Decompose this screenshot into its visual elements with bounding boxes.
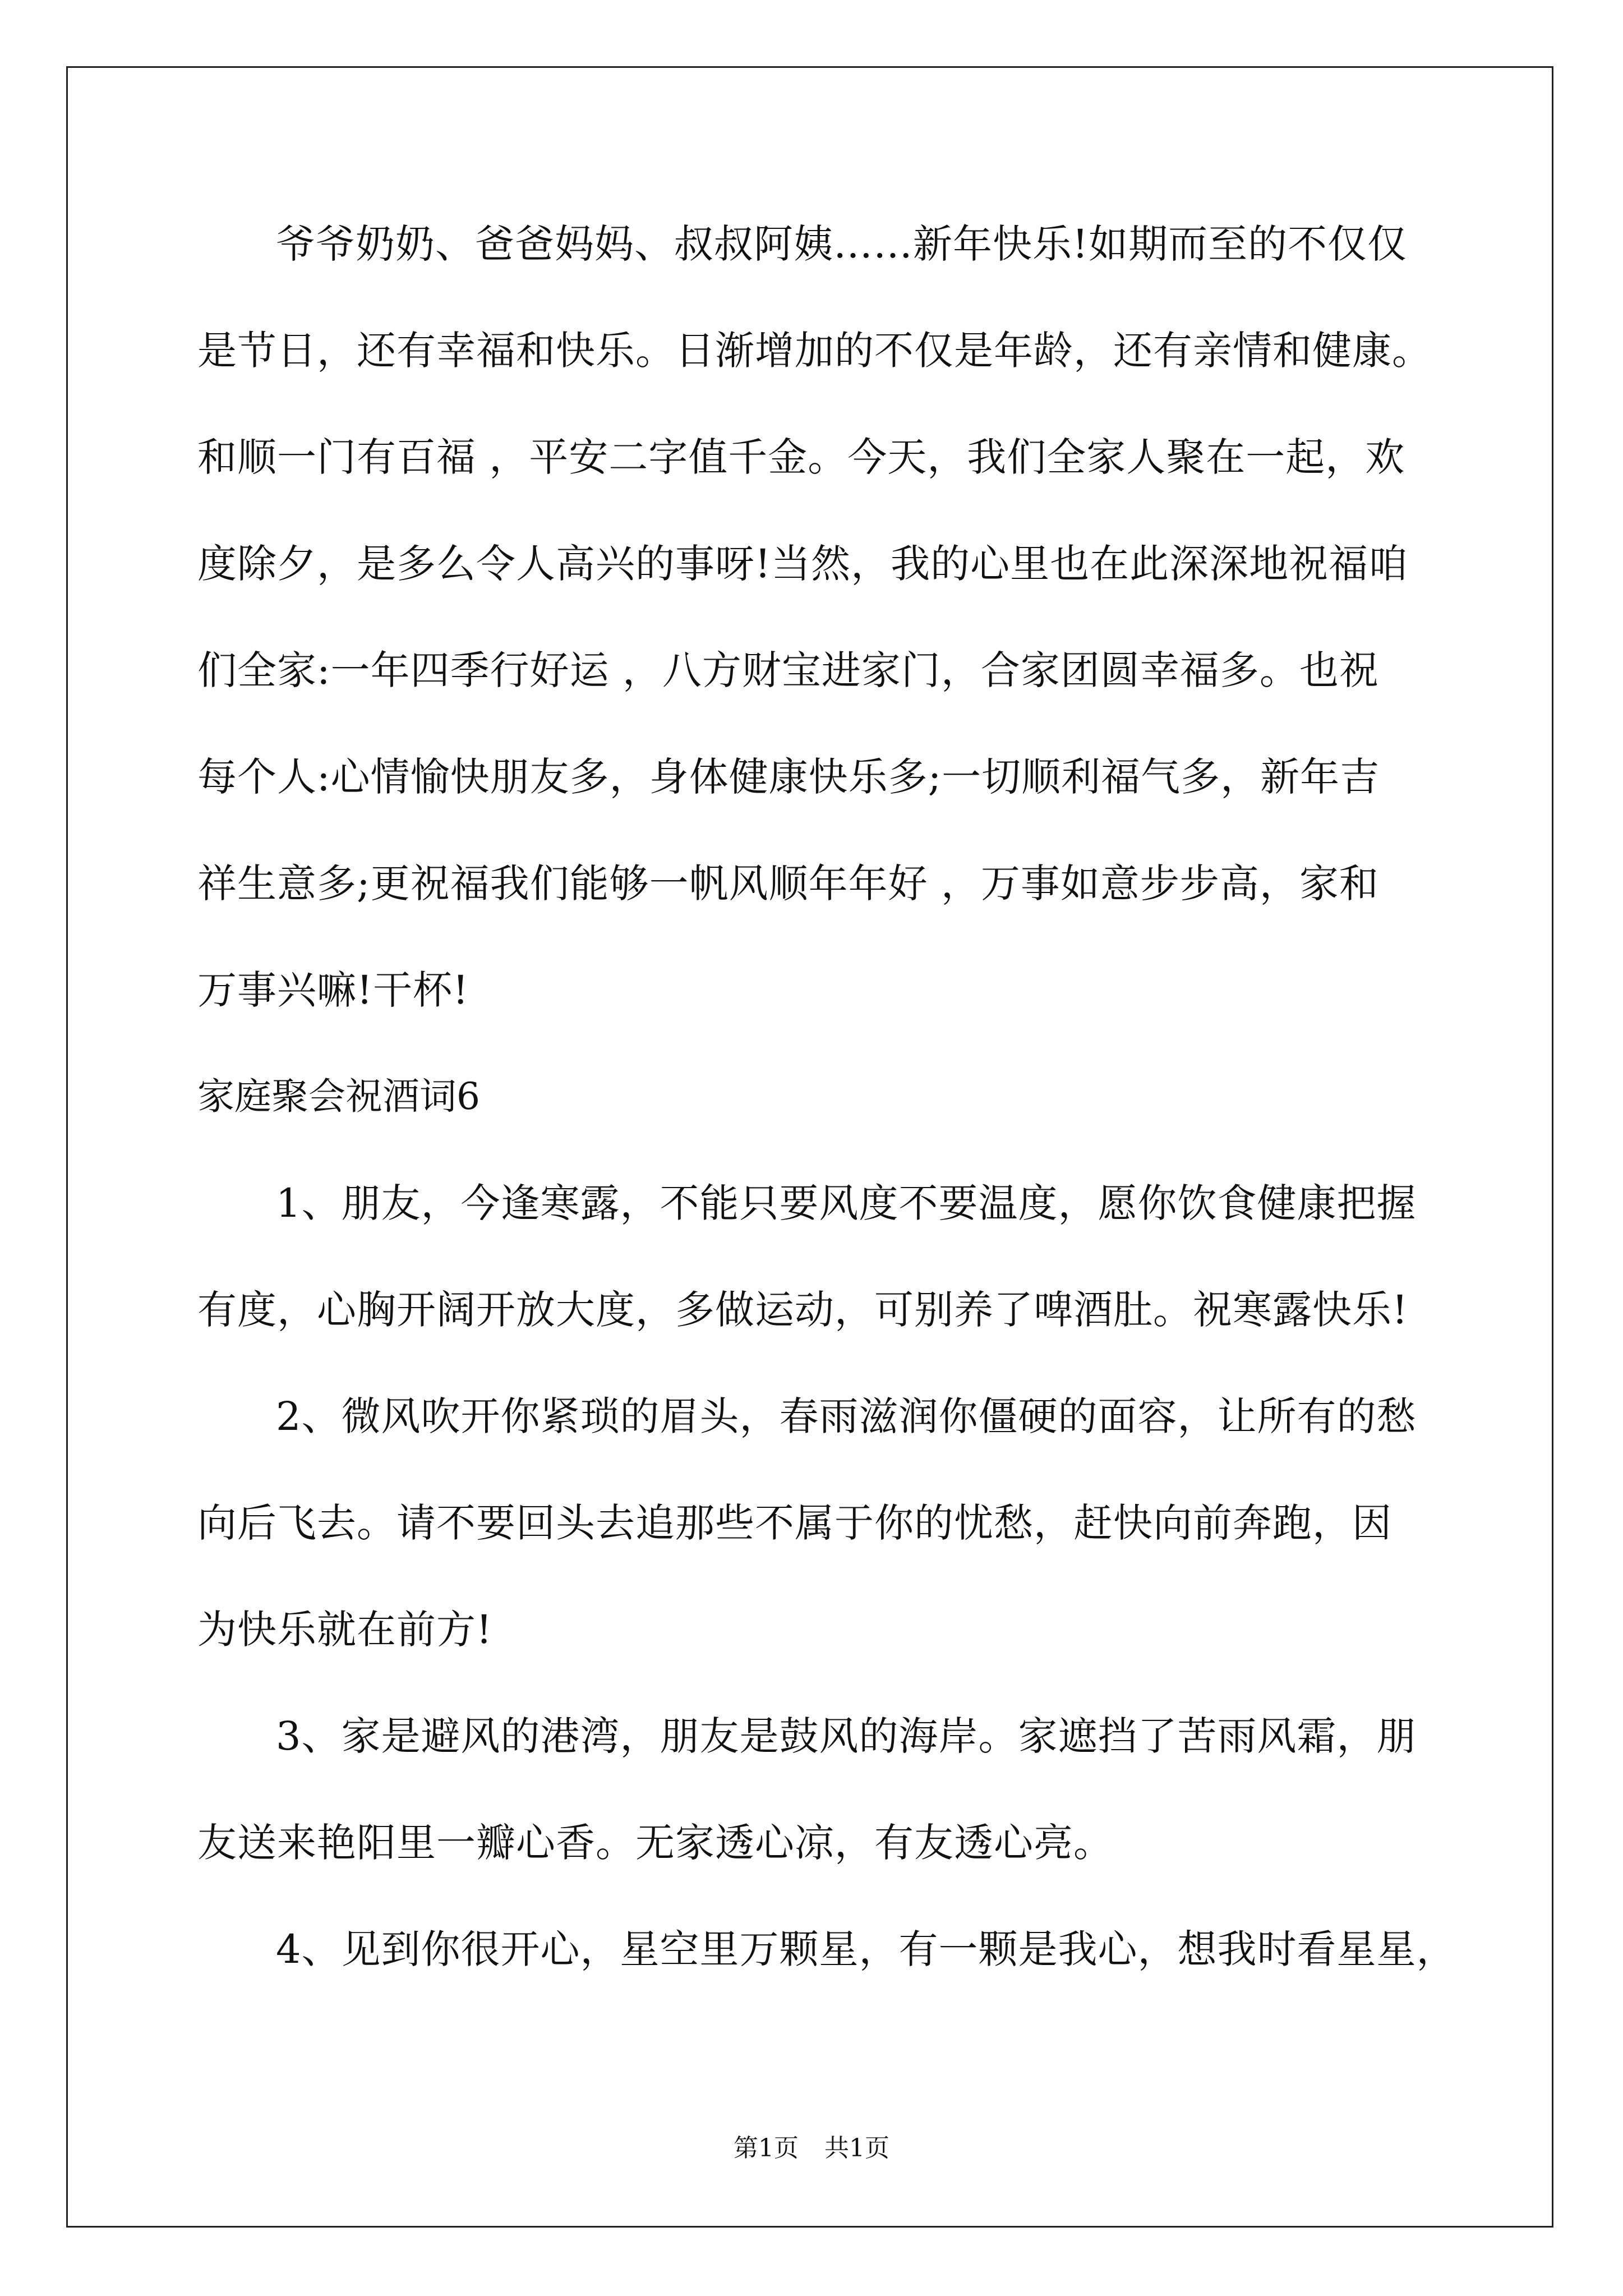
text-line: 1、朋友，今逢寒露，不能只要风度不要温度，愿你饮食健康把握 — [276, 1180, 1417, 1226]
text-line: 每个人:心情愉快朋友多，身体健康快乐多;一切顺利福气多，新年吉 — [197, 754, 1380, 800]
text-line: 友送来艳阳里一瓣心香。无家透心凉，有友透心亮。 — [197, 1820, 1113, 1866]
text-line: 和顺一门有百福 ，平安二字值千金。今天，我们全家人聚在一起，欢 — [197, 434, 1405, 480]
text-line: 向后飞去。请不要回头去追那些不属于你的忧愁，赶快向前奔跑，因 — [197, 1500, 1392, 1546]
text-line: 3、家是避风的港湾，朋友是鼓风的海岸。家遮挡了苦雨风霜，朋 — [276, 1713, 1417, 1759]
document-body — [197, 191, 1456, 2003]
text-line: 2、微风吹开你紧琐的眉头，春雨滋润你僵硬的面容，让所有的愁 — [276, 1393, 1417, 1439]
text-line: 们全家:一年四季行好运 ，八方财宝进家门，合家团圆幸福多。也祝 — [197, 647, 1379, 693]
text-line: 为快乐就在前方! — [197, 1607, 493, 1653]
text-line: 4、见到你很开心，星空里万颗星，有一颗是我心，想我时看星星， — [276, 1926, 1456, 1972]
section-heading: 家庭聚会祝酒词6 — [197, 1075, 480, 1118]
page-number-current: 第1页 — [734, 2134, 799, 2162]
text-line: 万事兴嘛!干杯! — [197, 967, 469, 1013]
text-line: 有度，心胸开阔开放大度，多做运动，可别养了啤酒肚。祝寒露快乐! — [197, 1287, 1409, 1333]
text-line: 是节日，还有幸福和快乐。日渐增加的不仅是年龄，还有亲情和健康。 — [197, 328, 1432, 374]
text-line: 爷爷奶奶、爸爸妈妈、叔叔阿姨……新年快乐!如期而至的不仅仅 — [276, 221, 1408, 267]
page-number-total: 共1页 — [824, 2134, 889, 2162]
text-line: 度除夕，是多么令人高兴的事呀!当然，我的心里也在此深深地祝福咱 — [197, 541, 1409, 587]
text-line: 祥生意多;更祝福我们能够一帆风顺年年好 ，万事如意步步高，家和 — [197, 861, 1379, 907]
page-footer — [0, 2132, 1623, 2165]
